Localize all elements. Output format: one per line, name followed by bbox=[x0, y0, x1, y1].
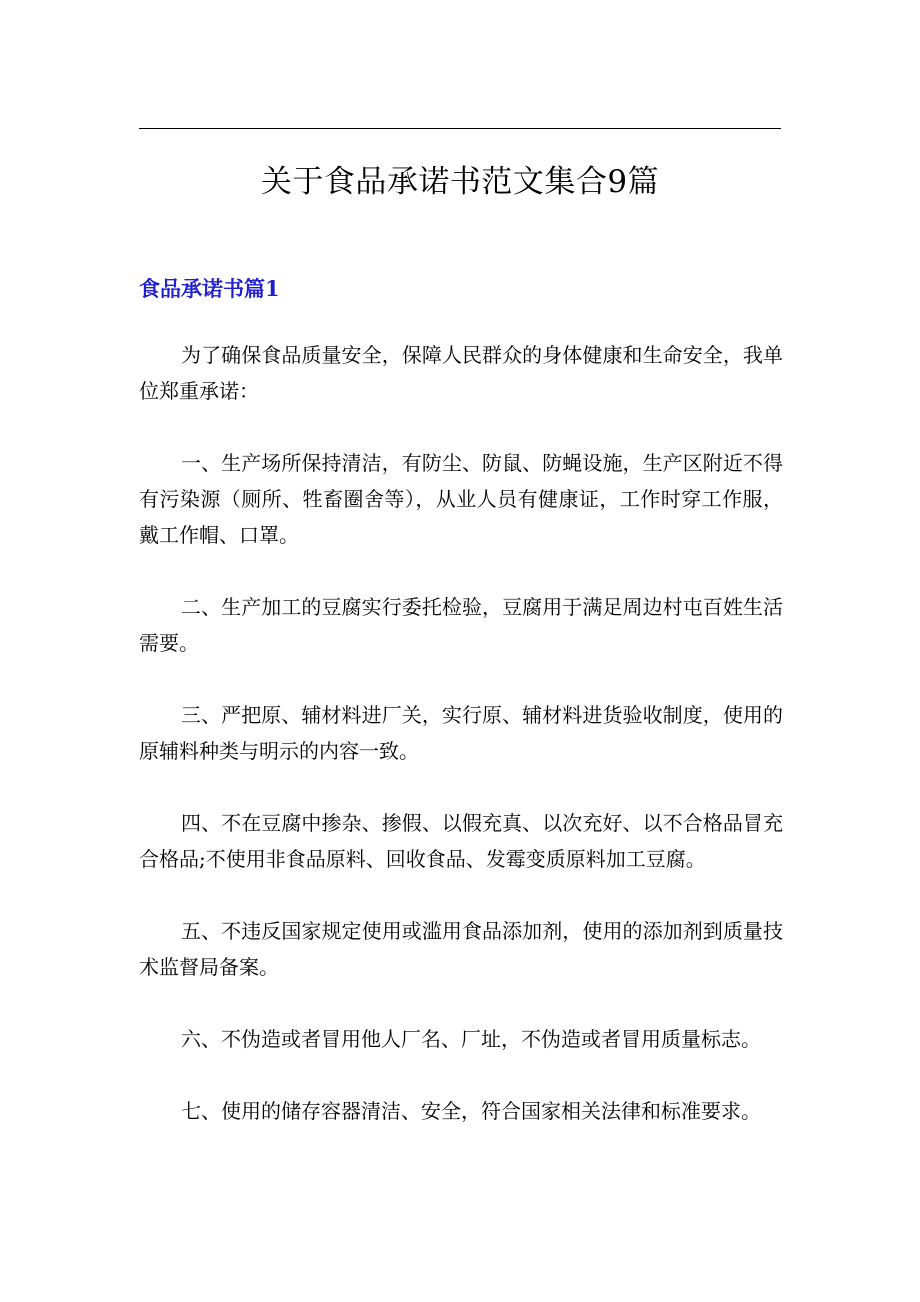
paragraph-item-6: 六、不伪造或者冒用他人厂名、厂址，不伪造或者冒用质量标志。 bbox=[181, 1027, 761, 1051]
document-title: 关于食品承诺书范文集合9篇 bbox=[260, 164, 660, 200]
paragraph-item-3: 三、严把原、辅材料进厂关，实行原、辅材料进货验收制度，使用的原辅料种类与明示的内容一致。 bbox=[139, 703, 783, 763]
section-heading: 食品承诺书篇1 bbox=[139, 276, 280, 301]
paragraph-item-5: 五、不违反国家规定使用或滥用食品添加剂，使用的添加剂到质量技术监督局备案。 bbox=[139, 919, 783, 979]
body-text bbox=[139, 337, 783, 1165]
header-rule bbox=[139, 128, 781, 129]
paragraph-intro: 为了确保食品质量安全，保障人民群众的身体健康和生命安全，我单位郑重承诺： bbox=[139, 343, 783, 403]
paragraph-item-4: 四、不在豆腐中掺杂、掺假、以假充真、以次充好、以不合格品冒充合格品;不使用非食品原料、回收食品、发霉变质原料加工豆腐。 bbox=[139, 811, 783, 871]
paragraph-item-7: 七、使用的储存容器清洁、安全，符合国家相关法律和标准要求。 bbox=[181, 1099, 761, 1123]
paragraph-item-2: 二、生产加工的豆腐实行委托检验，豆腐用于满足周边村屯百姓生活需要。 bbox=[139, 595, 783, 655]
paragraph-item-1: 一、生产场所保持清洁，有防尘、防鼠、防蝇设施，生产区附近不得有污染源（厕所、牲畜圈舍等），从业人员有健康证，工作时穿工作服，戴工作帽、口罩。 bbox=[139, 451, 783, 547]
